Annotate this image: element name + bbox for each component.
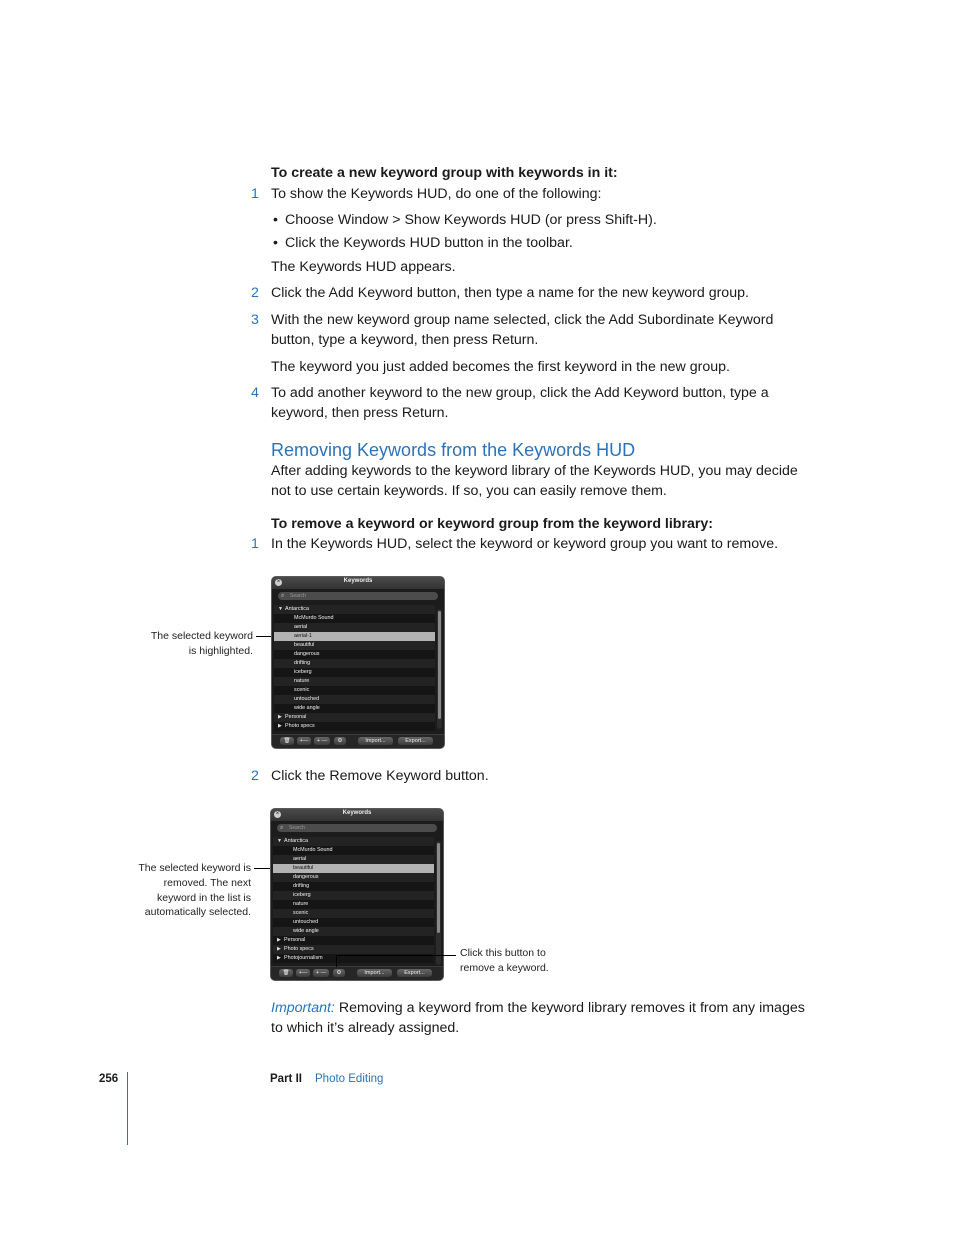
disclosure-closed-icon[interactable]: ▶	[277, 937, 281, 943]
add-keyword-button[interactable]: +—	[296, 969, 310, 977]
keyword-row[interactable]	[274, 704, 435, 713]
keyword-label: untouched	[294, 696, 320, 702]
keyword-label: wide angle	[293, 928, 319, 934]
scrollbar-thumb[interactable]	[438, 611, 441, 719]
keyword-row[interactable]	[273, 882, 434, 891]
keyword-label: wide angle	[294, 705, 320, 711]
step-number: 4	[251, 385, 259, 401]
step-text: To show the Keywords HUD, do one of the following:	[271, 186, 602, 202]
remove-keyword-button[interactable]: 🗑	[279, 969, 293, 977]
keyword-row[interactable]	[274, 623, 435, 632]
hud-toolbar	[271, 966, 443, 980]
keyword-label: Antarctica	[285, 606, 309, 612]
step-result: The Keywords HUD appears.	[271, 259, 456, 275]
keyword-group-row[interactable]	[274, 605, 435, 614]
export-button[interactable]: Export...	[397, 969, 432, 977]
keyword-label: Personal	[284, 937, 306, 943]
step-number: 3	[251, 312, 259, 328]
keyword-row[interactable]	[273, 927, 434, 936]
keyword-label: dangerous	[294, 651, 320, 657]
disclosure-closed-icon[interactable]: ▶	[278, 723, 282, 729]
callout-line	[336, 955, 456, 956]
keyword-label: scenic	[293, 910, 309, 916]
disclosure-open-icon[interactable]: ▼	[277, 838, 282, 844]
keyword-label: beautiful	[293, 865, 314, 871]
search-input[interactable]	[277, 824, 437, 832]
step-text: To add another keyword to the new group, click the Add Keyword button, type a	[271, 385, 769, 401]
keyword-group-row[interactable]	[273, 837, 434, 846]
hud-title: Keywords	[342, 810, 372, 816]
keyword-label: untouched	[293, 919, 319, 925]
step-text: In the Keywords HUD, select the keyword or keyword group you want to remove.	[271, 536, 779, 552]
bullet-mark: •	[273, 235, 278, 251]
bullet-text: Choose Window > Show Keywords HUD (or press Shift-H).	[285, 212, 657, 228]
keyword-label: dangerous	[293, 874, 319, 880]
bullet-text: Click the Keywords HUD button in the toolbar.	[285, 235, 573, 251]
keyword-row[interactable]	[273, 873, 434, 882]
disclosure-open-icon[interactable]: ▼	[278, 606, 283, 612]
hud-toolbar	[272, 734, 444, 748]
import-button[interactable]: Import...	[357, 969, 392, 977]
keyword-row[interactable]	[274, 677, 435, 686]
intro-text: After adding keywords to the keyword library of the Keywords HUD, you may decide	[271, 463, 798, 479]
gear-icon[interactable]: ⚙	[334, 737, 346, 745]
keyword-label: McMurdo Sound	[294, 615, 334, 621]
keyword-group-row[interactable]	[274, 713, 435, 722]
keyword-label: McMurdo Sound	[293, 847, 333, 853]
important-text: Removing a keyword from the keyword library removes it from any images	[338, 1000, 805, 1016]
hud-title-bar	[272, 577, 444, 589]
footer-rule	[127, 1072, 128, 1145]
keyword-row[interactable]	[274, 695, 435, 704]
import-button[interactable]: Import...	[358, 737, 393, 745]
keyword-row[interactable]	[274, 668, 435, 677]
search-input[interactable]	[278, 592, 438, 600]
keyword-list	[273, 837, 443, 963]
page-number: 256	[99, 1073, 119, 1085]
step-text: Click the Add Keyword button, then type a name for the new keyword group.	[271, 285, 749, 301]
important-note	[271, 998, 805, 1018]
keyword-label: Photo specs	[284, 946, 314, 952]
section-title: Removing Keywords from the Keywords HUD	[271, 440, 636, 460]
disclosure-closed-icon[interactable]: ▶	[278, 714, 282, 720]
scrollbar-thumb[interactable]	[437, 843, 440, 933]
important-text-cont: to which it’s already assigned.	[271, 1020, 460, 1036]
keyword-label: beautiful	[294, 642, 315, 648]
close-icon[interactable]: ×	[275, 811, 280, 817]
keyword-row[interactable]	[273, 909, 434, 918]
gear-icon[interactable]: ⚙	[333, 969, 345, 977]
keyword-label: aerial-1	[294, 633, 312, 639]
disclosure-closed-icon[interactable]: ▶	[277, 955, 281, 961]
search-icon: ⌕	[281, 593, 285, 599]
keyword-row[interactable]	[274, 686, 435, 695]
keyword-group-row[interactable]	[274, 722, 435, 731]
keyword-row-selected[interactable]	[274, 632, 435, 641]
keyword-row[interactable]	[273, 846, 434, 855]
export-button[interactable]: Export...	[398, 737, 433, 745]
search-placeholder: Search	[289, 825, 305, 831]
keyword-row[interactable]	[274, 614, 435, 623]
keyword-label: drifting	[293, 883, 310, 889]
step-result: The keyword you just added becomes the first keyword in the new group.	[271, 359, 730, 375]
keyword-label: iceberg	[293, 892, 311, 898]
callout-line	[336, 955, 337, 967]
keyword-label: Photo specs	[285, 723, 315, 729]
scrollbar[interactable]	[436, 841, 441, 965]
figure2-caption: The selected keyword is removed. The next keyword in the list is automatically selected.	[138, 862, 251, 919]
step-number: 2	[251, 768, 259, 784]
keyword-label: scenic	[294, 687, 310, 693]
keyword-row[interactable]	[274, 659, 435, 668]
intro-text: not to use certain keywords. If so, you can easily remove them.	[271, 483, 667, 499]
keyword-label: nature	[294, 678, 310, 684]
keyword-row[interactable]	[273, 855, 434, 864]
keywords-hud	[271, 576, 445, 749]
close-icon[interactable]: ×	[276, 579, 281, 585]
footer-chapter: Photo Editing	[315, 1073, 384, 1085]
search-icon: ⌕	[280, 825, 284, 831]
keyword-label: nature	[293, 901, 309, 907]
figure1-caption: The selected keyword is highlighted.	[150, 630, 253, 657]
search-placeholder: Search	[290, 593, 306, 599]
scrollbar[interactable]	[437, 609, 442, 729]
task-heading-create-group: To create a new keyword group with keywords in it:	[271, 165, 618, 181]
keyword-group-row[interactable]	[273, 945, 434, 954]
bullet-mark: •	[273, 212, 278, 228]
footer-part: Part II	[270, 1073, 302, 1085]
keyword-label: drifting	[294, 660, 311, 666]
add-subordinate-keyword-button[interactable]: + —	[313, 969, 329, 977]
keyword-label: aerial	[294, 624, 308, 630]
keyword-group-row[interactable]	[273, 936, 434, 945]
add-keyword-button[interactable]: +—	[297, 737, 311, 745]
keyword-row[interactable]	[274, 641, 435, 650]
remove-keyword-button[interactable]: 🗑	[280, 737, 294, 745]
keyword-label: Photojournalism	[284, 955, 323, 961]
step-text: button, type a keyword, then press Return.	[271, 332, 539, 348]
step-text: keyword, then press Return.	[271, 405, 449, 421]
keyword-list	[274, 605, 444, 731]
keyword-label: aerial	[293, 856, 307, 862]
step-number: 1	[251, 186, 259, 202]
button-caption: Click this button to remove a keyword.	[460, 947, 549, 974]
step-text: Click the Remove Keyword button.	[271, 768, 489, 784]
step-number: 1	[251, 536, 259, 552]
keyword-row[interactable]	[273, 891, 434, 900]
keyword-row[interactable]	[273, 900, 434, 909]
keyword-row[interactable]	[274, 650, 435, 659]
keyword-label: iceberg	[294, 669, 312, 675]
keyword-row[interactable]	[273, 918, 434, 927]
step-text: With the new keyword group name selected, click the Add Subordinate Keyword	[271, 312, 774, 328]
hud-title-bar	[271, 809, 443, 821]
disclosure-closed-icon[interactable]: ▶	[277, 946, 281, 952]
task-heading-remove: To remove a keyword or keyword group from the keyword library:	[271, 516, 714, 532]
keyword-label: Personal	[285, 714, 307, 720]
hud-title: Keywords	[343, 578, 373, 584]
step-number: 2	[251, 285, 259, 301]
add-subordinate-keyword-button[interactable]: + —	[314, 737, 330, 745]
important-label: Important:	[271, 1000, 335, 1016]
keyword-row-selected[interactable]	[273, 864, 434, 873]
keyword-label: Antarctica	[284, 838, 308, 844]
